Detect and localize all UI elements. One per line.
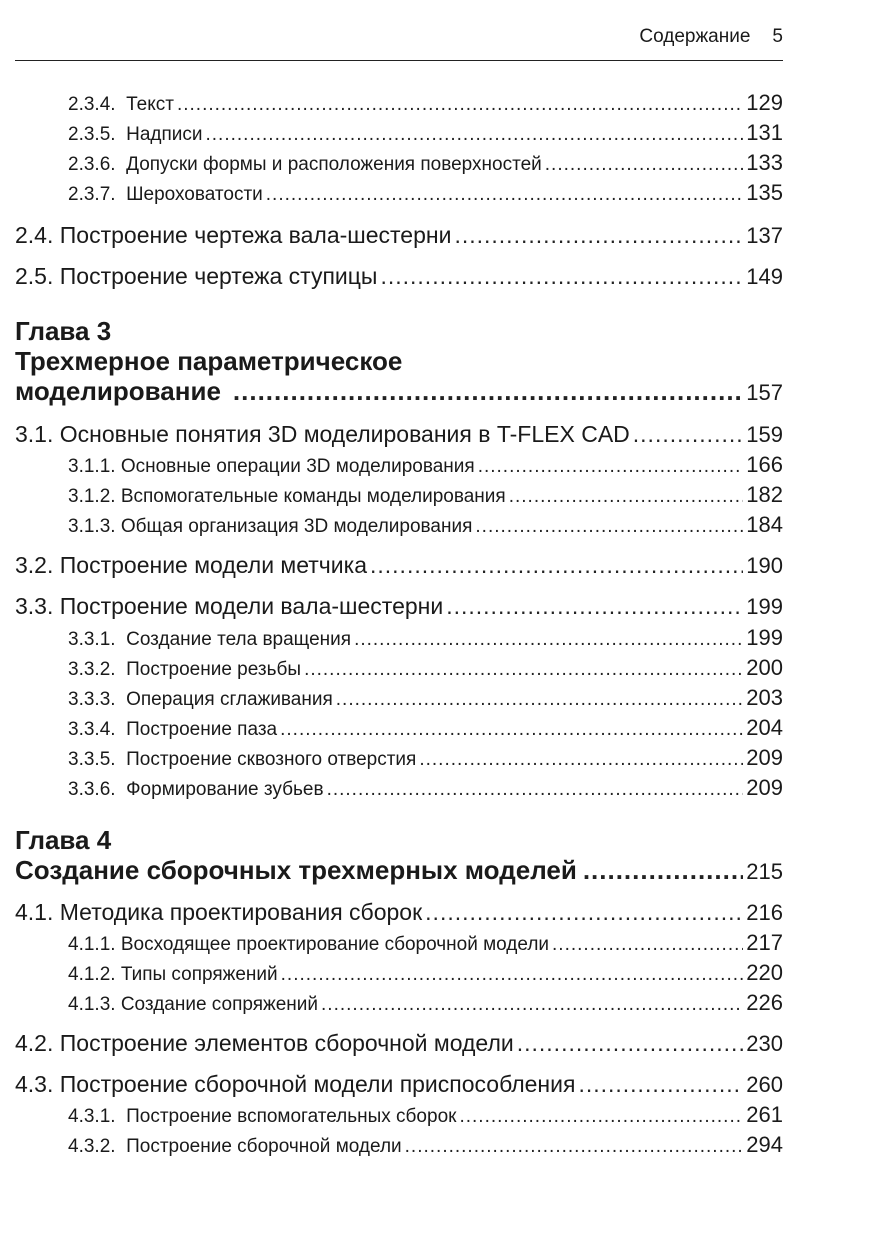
toc-entry-page: 166 xyxy=(746,452,783,477)
toc-entry-title: Текст xyxy=(126,94,174,115)
toc-entry-page: 159 xyxy=(746,422,783,447)
toc-entry-title: Построение элементов сборочной модели xyxy=(59,1030,514,1056)
toc-entry-page: 199 xyxy=(746,594,783,619)
toc-entry-page: 129 xyxy=(746,90,783,115)
leader-dots xyxy=(380,263,743,290)
toc-entry[interactable] xyxy=(15,452,783,478)
toc-entry-number: 2.3.7. xyxy=(68,184,116,205)
toc-entry-number: 4.3.1. xyxy=(68,1106,116,1127)
toc-entry[interactable] xyxy=(15,1071,783,1098)
toc-entry-title: Построение чертежа вала-шестерни xyxy=(59,222,452,248)
toc-entry-title: Построение сквозного отверстия xyxy=(126,749,417,770)
toc-entry-number: 3.3.3. xyxy=(68,689,116,710)
toc-entry-title: Допуски формы и расположения поверхностей xyxy=(126,154,542,175)
toc-entry-title: Создание тела вращения xyxy=(126,629,352,650)
toc-entry-number: 3.3.2. xyxy=(68,659,116,680)
toc-entry-number: 4.1. xyxy=(15,899,54,925)
toc-entry[interactable] xyxy=(15,90,783,116)
toc-entry[interactable] xyxy=(15,222,783,249)
toc-entry-number: 2.5. xyxy=(15,263,54,289)
chapter-title-line: Создание сборочных трехмерных моделей xyxy=(15,855,577,885)
toc-entry[interactable] xyxy=(15,1102,783,1128)
leader-dots xyxy=(370,552,743,579)
toc-entry[interactable] xyxy=(15,482,783,508)
running-header xyxy=(15,26,783,61)
chapter-heading-entry[interactable] xyxy=(15,855,783,886)
leader-dots xyxy=(517,1030,744,1057)
toc-entry-number: 3.2. xyxy=(15,552,54,578)
toc-entry-title: Методика проектирования сборок xyxy=(59,899,423,925)
chapter-title-line: моделирование xyxy=(15,376,221,406)
toc-entry-number: 3.1. xyxy=(15,421,54,447)
leader-dots xyxy=(327,779,744,801)
toc-entry[interactable] xyxy=(15,960,783,986)
toc-entry-title: Шероховатости xyxy=(126,184,263,205)
toc-entry-page: 230 xyxy=(746,1031,783,1056)
toc-entry-title: Основные операции 3D моделирования xyxy=(120,456,475,477)
toc-entry-number: 3.1.2. xyxy=(68,486,116,507)
toc-entry-title: Операция сглаживания xyxy=(126,689,333,710)
toc-entry-page: 184 xyxy=(746,512,783,537)
chapter-title-line: Трехмерное параметрическое xyxy=(15,346,403,376)
header-title: Содержание xyxy=(639,26,751,47)
toc-entry-page: 294 xyxy=(746,1132,783,1157)
toc-entry-page: 261 xyxy=(746,1102,783,1127)
toc-entry[interactable] xyxy=(15,263,783,290)
leader-dots xyxy=(321,994,743,1016)
leader-dots xyxy=(446,593,743,620)
toc-entry[interactable] xyxy=(15,990,783,1016)
toc-entry[interactable] xyxy=(15,593,783,620)
leader-dots xyxy=(475,516,743,538)
toc-entry-page: 204 xyxy=(746,715,783,740)
chapter-page: 215 xyxy=(746,859,783,884)
toc-entry[interactable] xyxy=(15,655,783,681)
toc-entry-number: 4.3. xyxy=(15,1071,54,1097)
toc-entry-title: Общая организация 3D моделирования xyxy=(120,516,473,537)
toc-entry-page: 182 xyxy=(746,482,783,507)
leader-dots xyxy=(266,184,744,206)
toc-entry-number: 3.1.1. xyxy=(68,456,116,477)
toc-entry-number: 2.3.4. xyxy=(68,94,116,115)
header-page-number: 5 xyxy=(772,26,783,47)
leader-dots xyxy=(478,456,744,478)
toc-entry-number: 4.1.2. xyxy=(68,964,116,985)
toc-entry-page: 203 xyxy=(746,685,783,710)
toc-entry-number: 3.1.3. xyxy=(68,516,116,537)
leader-dots xyxy=(206,124,744,146)
toc-entry-page: 217 xyxy=(746,930,783,955)
leader-dots xyxy=(233,376,743,407)
toc-entry-page: 220 xyxy=(746,960,783,985)
leader-dots xyxy=(509,486,744,508)
toc-entry-number: 4.1.1. xyxy=(68,934,116,955)
toc-entry-title: Построение сборочной модели приспособления xyxy=(59,1071,576,1097)
toc-entry-number: 3.3.4. xyxy=(68,719,116,740)
toc-entry[interactable] xyxy=(15,715,783,741)
leader-dots xyxy=(578,1071,743,1098)
toc-entry[interactable] xyxy=(15,421,783,448)
toc-entry-number: 2.4. xyxy=(15,222,54,248)
toc-entry-title: Вспомогательные команды моделирования xyxy=(120,486,506,507)
toc-entry-title: Построение сборочной модели xyxy=(126,1136,402,1157)
toc-entry[interactable] xyxy=(15,1030,783,1057)
toc-entry[interactable] xyxy=(15,745,783,771)
leader-dots xyxy=(177,94,743,116)
toc-entry[interactable] xyxy=(15,512,783,538)
toc-entry-number: 2.3.6. xyxy=(68,154,116,175)
toc-entry[interactable] xyxy=(15,1132,783,1158)
toc-entry-number: 4.3.2. xyxy=(68,1136,116,1157)
leader-dots xyxy=(405,1136,744,1158)
toc-entry-title: Типы сопряжений xyxy=(120,964,278,985)
toc-entry[interactable] xyxy=(15,775,783,801)
toc-entry-title: Построение вспомогательных сборок xyxy=(126,1106,457,1127)
toc-entry-title: Формирование зубьев xyxy=(126,779,324,800)
chapter-label: Глава 4 xyxy=(15,825,112,855)
toc-entry-title: Восходящее проектирование сборочной модели xyxy=(120,934,550,955)
toc-entry[interactable] xyxy=(15,685,783,711)
leader-dots xyxy=(454,222,743,249)
toc-entry-title: Построение модели метчика xyxy=(59,552,367,578)
chapter-label: Глава 3 xyxy=(15,316,112,346)
toc-entry-title: Основные понятия 3D моделирования в T-FLEX CAD xyxy=(59,421,630,447)
toc-entry-number: 4.2. xyxy=(15,1030,54,1056)
toc-entry-page: 209 xyxy=(746,775,783,800)
toc-entry-page: 131 xyxy=(746,120,783,145)
toc-entry-number: 4.1.3. xyxy=(68,994,116,1015)
toc-entry[interactable] xyxy=(15,120,783,146)
toc-entry-page: 135 xyxy=(746,180,783,205)
toc-entry-page: 133 xyxy=(746,150,783,175)
toc-entry-page: 260 xyxy=(746,1072,783,1097)
toc-entry[interactable] xyxy=(15,625,783,651)
toc-entry-number: 3.3.6. xyxy=(68,779,116,800)
toc-entry-page: 209 xyxy=(746,745,783,770)
leader-dots xyxy=(545,154,744,176)
toc-entry[interactable] xyxy=(15,180,783,206)
leader-dots xyxy=(281,964,744,986)
toc-entry[interactable] xyxy=(15,150,783,176)
toc-entry-page: 137 xyxy=(746,223,783,248)
toc-entry-number: 3.3. xyxy=(15,593,54,619)
toc-entry-title: Построение модели вала-шестерни xyxy=(59,593,444,619)
leader-dots xyxy=(304,659,743,681)
toc-entry-page: 149 xyxy=(746,264,783,289)
chapter-heading-entry[interactable] xyxy=(15,376,783,407)
toc-entry-page: 190 xyxy=(746,553,783,578)
leader-dots xyxy=(459,1106,743,1128)
toc-entry-number: 2.3.5. xyxy=(68,124,116,145)
leader-dots xyxy=(336,689,744,711)
toc-entry-title: Построение чертежа ступицы xyxy=(59,263,378,289)
toc-entry-title: Построение паза xyxy=(126,719,278,740)
leader-dots xyxy=(354,629,743,651)
chapter-page: 157 xyxy=(746,380,783,405)
toc-entry[interactable] xyxy=(15,899,783,926)
leader-dots xyxy=(419,749,743,771)
leader-dots xyxy=(425,899,743,926)
toc-entry-page: 216 xyxy=(746,900,783,925)
toc-entry-title: Построение резьбы xyxy=(126,659,302,680)
toc-entry[interactable] xyxy=(15,552,783,579)
leader-dots xyxy=(552,934,743,956)
toc-entry-page: 199 xyxy=(746,625,783,650)
toc-entry-title: Надписи xyxy=(126,124,203,145)
toc-entry-title: Создание сопряжений xyxy=(120,994,319,1015)
leader-dots xyxy=(280,719,743,741)
toc-entry-number: 3.3.5. xyxy=(68,749,116,770)
leader-dots xyxy=(633,421,744,448)
toc-entry-number: 3.3.1. xyxy=(68,629,116,650)
toc-entry-page: 200 xyxy=(746,655,783,680)
toc-entry-page: 226 xyxy=(746,990,783,1015)
toc-entry[interactable] xyxy=(15,930,783,956)
leader-dots xyxy=(583,855,743,886)
